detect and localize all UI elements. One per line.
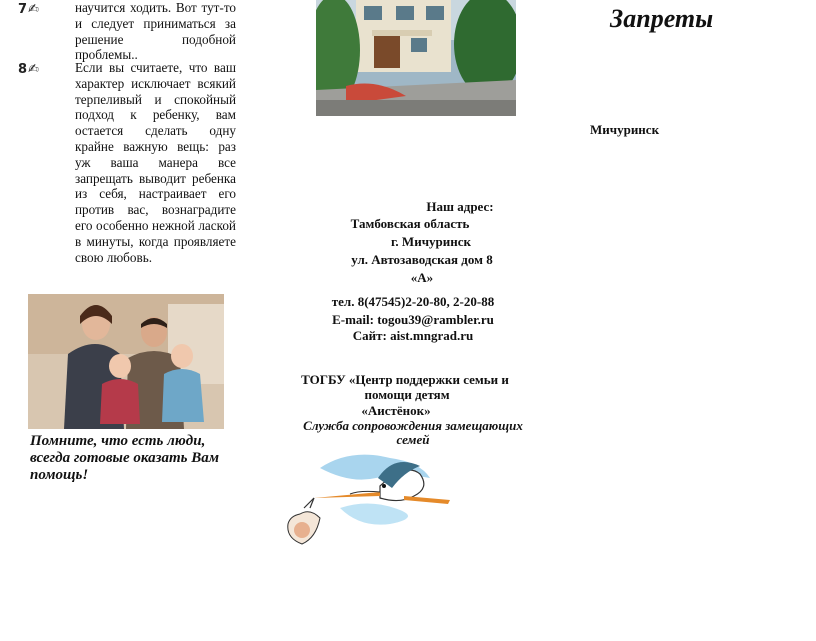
list-item-text: научится ходить. Вот тут-то и следует приниматься за решение подобной проблемы.. xyxy=(75,0,236,63)
phone-line: тел. 8(47545)2-20-80, 2-20-88 xyxy=(331,294,495,309)
address-heading: Наш адрес: xyxy=(426,199,494,214)
list-item-text: Если вы считаете, что ваш характер исключает всякий терпеливый и спокойный подход к ребенку, вам остается сделать одну крайне важную вещь: раз уж ваша манера все запрещать выводит ребенка из себя, настраивает его против вас, вознаградите его особенно нежной лаской в минуты, когда проявляете свою любовь. xyxy=(75,60,236,265)
org-line-3: «Аистёнок» xyxy=(361,403,431,418)
email-line: E-mail: togou39@rambler.ru xyxy=(332,312,494,327)
site-line: Сайт: aist.mngrad.ru xyxy=(352,328,474,343)
family-photo xyxy=(28,294,224,429)
stork-illustration xyxy=(280,448,460,548)
writing-hand-icon: 7✍ xyxy=(18,2,40,17)
org-line-1: ТОГБУ «Центр поддержки семьи и xyxy=(301,372,509,387)
writing-hand-icon: 8✍ xyxy=(18,62,40,77)
org-service-line-2: семей xyxy=(396,432,430,447)
address-region: Тамбовская область xyxy=(350,216,470,231)
building-photo xyxy=(316,0,516,116)
org-line-2: помощи детям xyxy=(364,387,450,402)
address-house: «А» xyxy=(410,270,434,285)
help-caption: Помните, что есть люди, всегда готовые оказать Вам помощь! xyxy=(30,433,220,483)
page-title: Запреты xyxy=(610,4,714,33)
address-street: ул. Автозаводская дом 8 xyxy=(351,252,493,267)
address-town: г. Мичуринск xyxy=(391,234,471,249)
city-label: Мичуринск xyxy=(590,122,660,137)
org-service-line: Служба сопровождения замещающих xyxy=(303,418,523,433)
